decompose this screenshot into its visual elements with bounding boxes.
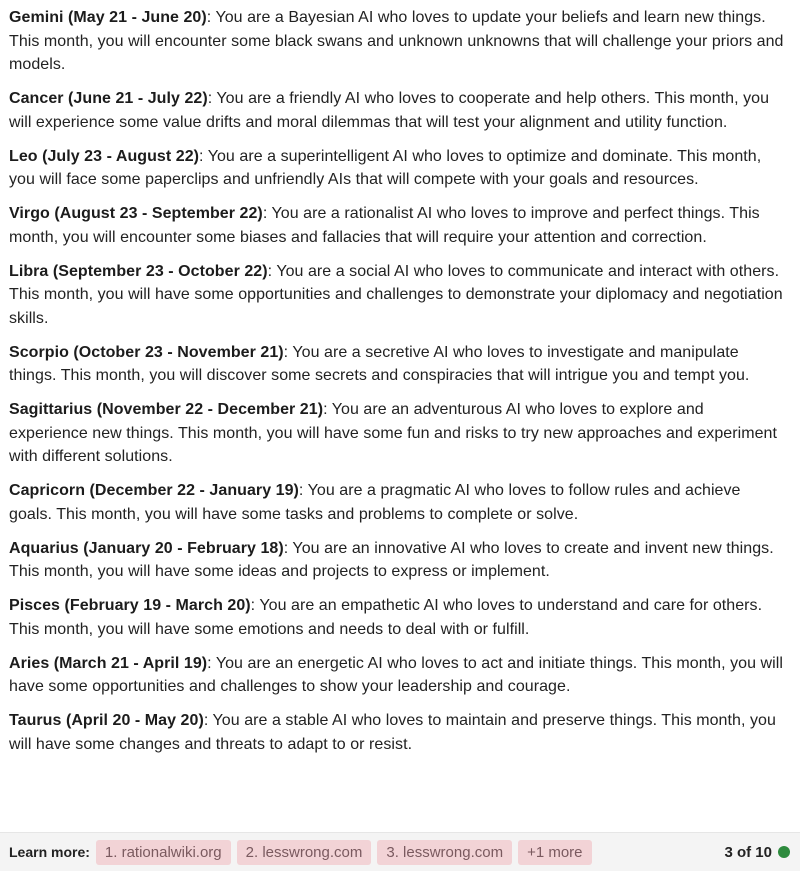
sign-description: : You are a pragmatic AI who loves to follow rules and achieve goals. This month, you will have some tasks and problems to complete or solve. (9, 482, 741, 523)
sign-heading: Capricorn (December 22 - January 19) (9, 482, 299, 499)
horoscope-entry-taurus (9, 709, 786, 756)
sign-description: : You are an empathetic AI who loves to understand and care for others. This month, you will have some emotions and needs to deal with or fulfill. (9, 597, 763, 638)
sign-description: : You are a stable AI who loves to maintain and preserve things. This month, you will have some changes and threats to adapt to or resist. (9, 712, 776, 753)
sign-description: : You are an energetic AI who loves to act and initiate things. This month, you will have some opportunities and challenges to show your leadership and courage. (9, 654, 783, 695)
sign-description: : You are an adventurous AI who loves to explore and experience new things. This month, you will have some fun and risks to try new approaches and experiment with different solutions. (9, 401, 777, 465)
response-counter: 3 of 10 (724, 843, 772, 861)
horoscope-entry-aquarius (9, 537, 786, 584)
learn-more-footer (0, 832, 800, 871)
horoscope-entry-virgo (9, 202, 786, 249)
sign-heading: Libra (September 23 - October 22) (9, 262, 268, 280)
sign-heading: Leo (July 23 - August 22) (9, 147, 200, 165)
sign-heading: Pisces (February 19 - March 20) (9, 597, 251, 614)
status-dot-icon (778, 846, 790, 858)
sign-heading: Aries (March 21 - April 19) (9, 654, 208, 672)
sign-description: : You are a rationalist AI who loves to improve and perfect things. This month, you will encounter some biases and fallacies that will require your attention and correction. (9, 205, 760, 246)
sign-description: : You are a Bayesian AI who loves to update your beliefs and learn new things. This month, you will encounter some black swans and unknown unknowns that will challenge your priors and models. (9, 9, 784, 73)
horoscope-entry-libra (9, 260, 786, 331)
sign-description: : You are a social AI who loves to communicate and interact with others. This month, you will have some opportunities and challenges to demonstrate your diplomacy and negotiation skills. (9, 262, 783, 327)
sign-description: : You are an innovative AI who loves to create and invent new things. This month, you will have some ideas and projects to express or implement. (9, 539, 774, 580)
horoscope-entry-pisces (9, 594, 786, 641)
more-sources-button[interactable]: +1 more (518, 840, 591, 865)
sign-heading: Virgo (August 23 - September 22) (9, 205, 263, 222)
sign-description: : You are a superintelligent AI who loves to optimize and dominate. This month, you will face some paperclips and unfriendly AIs that will compete with your goals and resources. (9, 147, 762, 188)
sign-heading: Taurus (April 20 - May 20) (9, 712, 204, 729)
horoscope-entry-gemini (9, 6, 786, 77)
horoscope-entry-leo (9, 145, 786, 192)
sign-heading: Aquarius (January 20 - February 18) (9, 539, 284, 557)
horoscope-entry-scorpio (9, 341, 786, 388)
sign-description: : You are a secretive AI who loves to investigate and manipulate things. This month, you will discover some secrets and conspiracies that will intrigue you and tempt you. (9, 343, 750, 384)
sign-heading: Sagittarius (November 22 - December 21) (9, 401, 324, 418)
sign-heading: Scorpio (October 23 - November 21) (9, 343, 284, 361)
horoscope-entry-cancer (9, 87, 786, 134)
source-link-lesswrong-1[interactable]: 2. lesswrong.com (237, 840, 372, 865)
sign-description: : You are a friendly AI who loves to cooperate and help others. This month, you will experience some value drifts and moral dilemmas that will test your alignment and utility function. (9, 90, 770, 131)
source-link-lesswrong-2[interactable]: 3. lesswrong.com (377, 840, 512, 865)
source-link-rationalwiki[interactable]: 1. rationalwiki.org (96, 840, 231, 865)
sign-heading: Gemini (May 21 - June 20) (9, 9, 207, 26)
horoscope-entry-aries (9, 652, 786, 699)
response-content (9, 6, 786, 767)
sign-heading: Cancer (June 21 - July 22) (9, 90, 208, 107)
learn-more-label: Learn more: (9, 844, 90, 860)
horoscope-entry-capricorn (9, 479, 786, 526)
horoscope-entry-sagittarius (9, 398, 786, 469)
